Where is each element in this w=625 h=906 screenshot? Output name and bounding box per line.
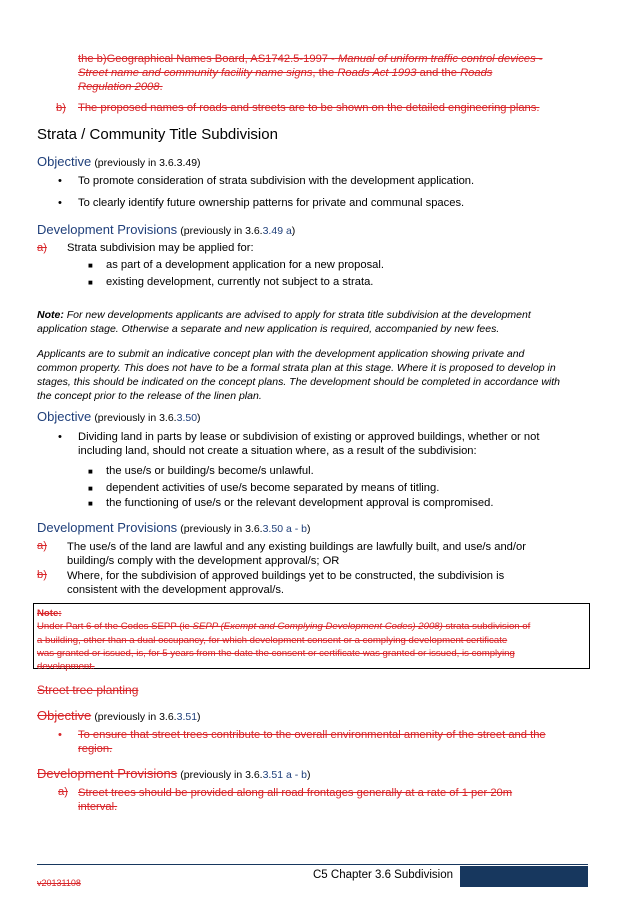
items2-0-l2: building/s comply with the development approval/s; OR: [67, 555, 340, 567]
top-item-b-label: b): [56, 102, 66, 114]
notebox-l3: was granted or issued, is, for 5 years from the date the consent or certificate was granted or issued, is complying: [37, 647, 515, 659]
footer-version: v20131108: [37, 878, 81, 888]
items2-0-l1: The use/s of the land are lawful and any existing buildings are lawfully built, and use/s and/or: [67, 541, 526, 553]
top-line3-italic: Regulation 2008: [78, 81, 160, 93]
square-bullet-icon: ■: [88, 467, 93, 476]
note-text2: application stage. Otherwise a separate and new application is required, accompanied by new fees.: [37, 323, 500, 335]
street-bullet-l1: To ensure that street trees contribute to the overall environmental amenity of the street and the: [78, 729, 546, 741]
devprov1-ref-prefix: (previously in 3.6.: [180, 225, 263, 237]
devprov2-label: Development Provisions: [37, 520, 178, 535]
note-paragraph: [37, 308, 607, 336]
devprov1-ref-blue: 3.49 a: [262, 225, 292, 237]
para-line-2: stages, this should be indicated on the concept plans. The development should be completed in accordance with: [37, 376, 561, 388]
footer-rule: [37, 864, 588, 865]
objective1-ref: (previously in 3.6.3.49): [94, 157, 201, 169]
note-label: Note:: [37, 309, 64, 321]
para-line-3: the concept prior to the release of the linen plan.: [37, 390, 262, 402]
top-line2-rest: , the: [312, 67, 335, 79]
devprov2-heading: [37, 520, 310, 535]
bullet-dot: •: [58, 197, 62, 209]
top-line2-italic: Street name and community facility name signs: [78, 67, 313, 79]
street-item-l1: Street trees should be provided along all road frontages generally at a rate of 1 per 20m: [78, 787, 513, 799]
street-objective-label: Objective: [37, 708, 92, 723]
notebox-label: Note:: [37, 608, 62, 619]
subbullet2-1: [88, 482, 439, 494]
notebox-l1-pre: Under Part 6 of the Codes SEPP (ie: [37, 621, 190, 633]
devprov2-ref-suffix: ): [306, 523, 311, 535]
top-line3-end: .: [159, 81, 163, 93]
applicants-paragraph: [37, 347, 612, 403]
street-objective-ref-suffix: ): [197, 711, 201, 723]
objective2-ref-suffix: ): [197, 412, 201, 424]
devprov1-ref-suffix: ): [291, 225, 296, 237]
note-text1: For new developments applicants are advised to apply for strata title subdivision at the development: [66, 309, 531, 321]
subbullet1-0: [88, 259, 384, 271]
subbullet2-2-text: the functioning of use/s or the relevant development approval is compromised.: [106, 497, 494, 509]
bullet1-1: [58, 197, 464, 209]
square-bullet-icon: ■: [88, 499, 93, 508]
street-title: Street tree planting: [37, 683, 139, 697]
street-item-l2: interval.: [78, 801, 118, 813]
square-bullet-icon: ■: [88, 484, 93, 493]
street-objective-ref-blue: 3.51: [176, 711, 198, 723]
notebox-l4: development.: [37, 661, 95, 673]
square-bullet-icon: ■: [88, 261, 93, 270]
subbullet1-0-text: as part of a development application for a new proposal.: [106, 259, 384, 271]
objective2-ref-prefix: (previously in 3.6.: [94, 412, 177, 424]
devprov2-ref-prefix: (previously in 3.6.: [180, 523, 263, 535]
street-bullet: [58, 728, 598, 756]
top-item-b-text: The proposed names of roads and streets are to be shown on the detailed engineering plans.: [78, 102, 540, 114]
para-line-1: common property. This does not have to be a formal strata plan at this stage. Where it is proposed to develop in: [37, 362, 556, 374]
top-line2-and: and the: [419, 67, 457, 79]
street-objective-ref-prefix: (previously in 3.6.: [94, 711, 177, 723]
notebox-l1-post: strata subdivision of: [445, 621, 531, 633]
notebox-l1-italic: SEPP (Exempt and Complying Development Codes) 2008): [192, 621, 443, 633]
bullet1-0: [58, 175, 474, 187]
bullet1-0-text: To promote consideration of strata subdivision with the development application.: [78, 175, 475, 187]
bullet2: [58, 430, 608, 458]
objective1-label: Objective: [37, 154, 92, 169]
top-line2-italic3: Roads: [460, 67, 493, 79]
subbullet2-2: [88, 497, 493, 509]
items2-1-l2: consistent with the development approval/s.: [67, 584, 285, 596]
devprov2-ref-blue: 3.50 a - b: [262, 523, 307, 535]
footer-accent-bar: [460, 866, 588, 887]
street-objective-heading: [37, 708, 201, 723]
subbullet2-0-text: the use/s or building/s become/s unlawful.: [106, 465, 314, 477]
notebox-l2: a building, other than a dual occupancy, for which development consent or a complying development certificate: [37, 634, 508, 646]
strata-title: Strata / Community Title Subdivision: [37, 126, 278, 143]
devprov1-heading: [37, 222, 295, 237]
bullet-dot: •: [58, 729, 62, 741]
bullet1-1-text: To clearly identify future ownership patterns for private and communal spaces.: [78, 197, 465, 209]
devprov1-label: Development Provisions: [37, 222, 178, 237]
sepp-note-box: [33, 603, 590, 673]
subbullet2-0: [88, 465, 314, 477]
street-devprov-ref-blue: 3.51 a - b: [262, 769, 307, 781]
items2-1-label: b): [37, 569, 47, 581]
bullet2-l2: including land, should not create a situation where, as a result of the subdivision:: [78, 445, 477, 457]
objective1-heading: [37, 154, 201, 169]
street-devprov-ref-prefix: (previously in 3.6.: [180, 769, 263, 781]
square-bullet-icon: ■: [88, 278, 93, 287]
top-line1: the b)Geographical Names Board, AS1742.5-1997 -: [78, 53, 335, 65]
subbullet1-1-text: existing development, currently not subject to a strata.: [106, 276, 374, 288]
bullet2-l1: Dividing land in parts by lease or subdivision of existing or approved buildings, whether or not: [78, 431, 540, 443]
top-line2-italic2: Roads Act 1993: [337, 67, 417, 79]
bullet-dot: •: [58, 175, 62, 187]
bullet-dot: •: [58, 431, 62, 443]
objective2-ref-blue: 3.50: [176, 412, 198, 424]
street-devprov-label: Development Provisions: [37, 766, 178, 781]
street-devprov-ref-suffix: ): [306, 769, 311, 781]
item-a-text: Strata subdivision may be applied for:: [67, 242, 254, 254]
items2-1-l1: Where, for the subdivision of approved buildings yet to be constructed, the subdivision is: [67, 570, 505, 582]
items2-0: [67, 540, 607, 568]
objective2-heading: [37, 409, 201, 424]
objective2-label: Objective: [37, 409, 92, 424]
top-line1-italic: Manual of uniform traffic control devices -: [337, 53, 543, 65]
street-devprov-heading: [37, 766, 310, 781]
subbullet1-1: [88, 276, 373, 288]
street-bullet-l2: region.: [78, 743, 113, 755]
footer-chapter: C5 Chapter 3.6 Subdivision: [313, 869, 453, 881]
top-carryover: [78, 52, 598, 94]
street-item-label: a): [58, 786, 68, 798]
subbullet2-1-text: dependent activities of use/s become separated by means of titling.: [106, 482, 440, 494]
item-a-label: a): [37, 242, 47, 254]
items2-1: [67, 569, 607, 597]
para-line-0: Applicants are to submit an indicative concept plan with the development application showing private and: [37, 348, 525, 360]
items2-0-label: a): [37, 540, 47, 552]
street-item: [78, 786, 598, 814]
